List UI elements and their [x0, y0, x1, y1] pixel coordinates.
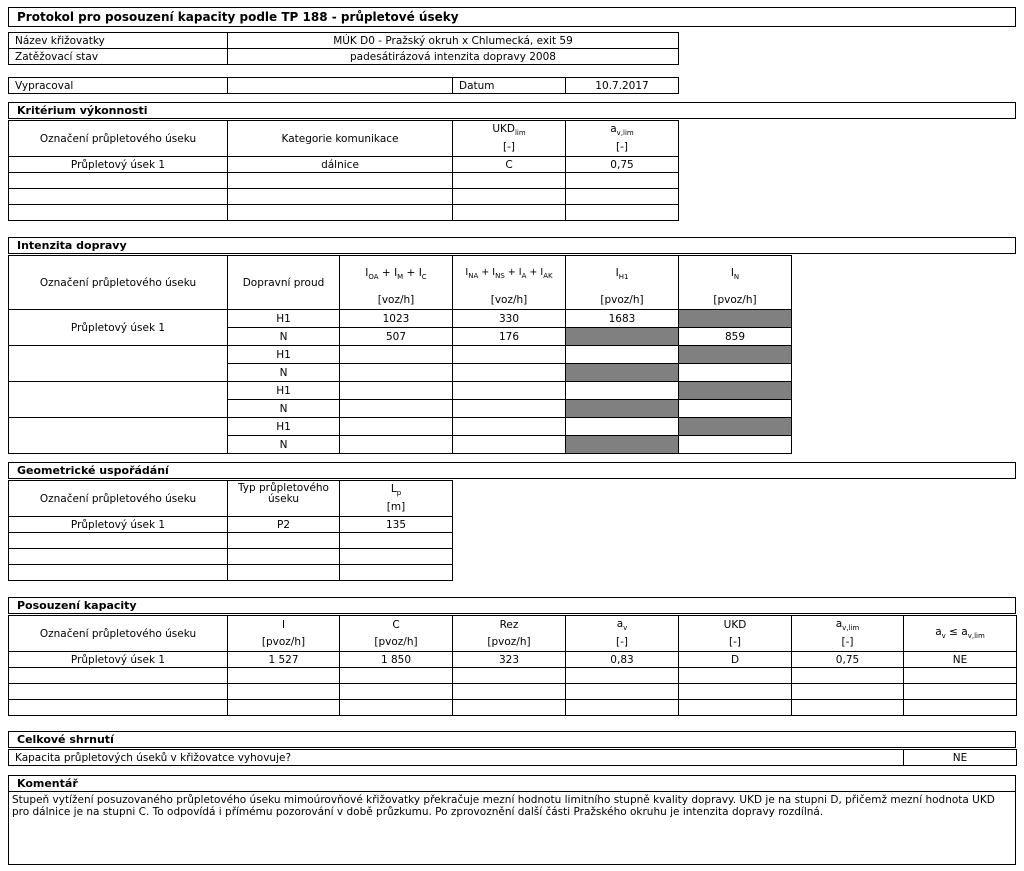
page-title: Protokol pro posouzení kapacity podle TP 188 - průpletové úseky: [8, 7, 1016, 27]
posouzeni-ukd: D: [679, 652, 792, 668]
posouzeni-col-oznaceni: Označení průpletového úseku: [9, 616, 228, 652]
table-row: [9, 173, 679, 189]
kriterium-oznaceni: Průpletový úsek 1: [9, 157, 228, 173]
posouzeni-col-av: $a_v$: [566, 616, 679, 634]
posouzeni-c: 1 850: [340, 652, 453, 668]
posouzeni-col-ukd: UKD: [679, 616, 792, 634]
kriterium-col-av-unit: [-]: [566, 139, 679, 157]
intenzita-col-oznaceni: Označení průpletového úseku: [9, 256, 228, 310]
intenzita-i1: 507: [340, 328, 453, 346]
intenzita-group-2: [9, 346, 228, 382]
intenzita-col-in: $I_N$: [679, 256, 792, 292]
posouzeni-col-avlim-unit: [-]: [792, 634, 904, 652]
intenzita-col-i1-unit: [voz/h]: [340, 292, 453, 310]
table-row: [9, 565, 453, 581]
komentar-text: Stupeň vytížení posuzovaného průpletového úseku mimoúrovňové křižovatky překračuje mezní hodnotu limitního stupně kvality dopravy. UKD je na stupni D, přičemž mezní hodnota UKD pro dálnice je na stupni C. To odpovídá i přímému pozorování v době průzkumu. Po zprovoznění další části Pražského okruhu je intenzita dopravy rozdílná.: [8, 791, 1016, 865]
intenzita-proud: N: [228, 328, 340, 346]
intenzita-group-4: [9, 418, 228, 454]
intenzita-col-in-unit: [pvoz/h]: [679, 292, 792, 310]
intenzita-group-1: Průpletový úsek 1: [9, 310, 228, 346]
posouzeni-col-rez-unit: [pvoz/h]: [453, 634, 566, 652]
table-row: [9, 310, 792, 328]
intenzita-proud: H1: [228, 382, 340, 400]
table-row: [9, 549, 453, 565]
posouzeni-col-cmp: $a_v \le a_{v,lim}$: [904, 616, 1017, 652]
intenzita-in: 859: [679, 328, 792, 346]
kriterium-table: [8, 120, 679, 221]
posouzeni-col-c: C: [340, 616, 453, 634]
posouzeni-col-c-unit: [pvoz/h]: [340, 634, 453, 652]
intenzita-col-i1: $I_{OA} + I_M + I_C$: [340, 256, 453, 292]
table-row: [9, 189, 679, 205]
table-row: [9, 533, 453, 549]
table-row: [9, 652, 1017, 668]
posouzeni-avlim: 0,75: [792, 652, 904, 668]
table-row: [9, 157, 679, 173]
shrnuti-table: [8, 749, 1017, 766]
table-row: [9, 205, 679, 221]
intenzita-i2: 330: [453, 310, 566, 328]
table-row: [9, 700, 1017, 716]
intenzita-group-3: [9, 382, 228, 418]
geometrie-typ: P2: [228, 517, 340, 533]
geometrie-lp: 135: [340, 517, 453, 533]
posouzeni-col-avlim: $a_{v,lim}$: [792, 616, 904, 634]
posouzeni-col-rez: Rez: [453, 616, 566, 634]
posouzeni-oznaceni: Průpletový úsek 1: [9, 652, 228, 668]
table-row: [9, 346, 792, 364]
kriterium-col-ukd-unit: [-]: [453, 139, 566, 157]
kriterium-heading: Kritérium výkonnosti: [8, 102, 1016, 119]
author-table: [8, 77, 679, 94]
posouzeni-col-ukd-unit: [-]: [679, 634, 792, 652]
intenzita-heading: Intenzita dopravy: [8, 237, 1016, 254]
kriterium-col-oznaceni: Označení průpletového úseku: [9, 121, 228, 157]
posouzeni-table: [8, 615, 1017, 716]
posouzeni-col-av-unit: [-]: [566, 634, 679, 652]
vypracoval-label: Vypracoval: [9, 78, 228, 94]
kriterium-col-ukd: $UKD_{lim}$: [453, 121, 566, 139]
nazev-label: Název křižovatky: [9, 33, 228, 49]
intenzita-ih-gray: [566, 328, 679, 346]
intenzita-proud: N: [228, 400, 340, 418]
intenzita-proud: N: [228, 364, 340, 382]
intenzita-proud: N: [228, 436, 340, 454]
intenzita-col-ih-unit: [pvoz/h]: [566, 292, 679, 310]
table-row: [9, 418, 792, 436]
intenzita-i2: 176: [453, 328, 566, 346]
intenzita-col-i2-unit: [voz/h]: [453, 292, 566, 310]
datum-value: 10.7.2017: [566, 78, 679, 94]
geometrie-table: [8, 480, 453, 581]
posouzeni-col-i: I: [228, 616, 340, 634]
intenzita-col-proud: Dopravní proud: [228, 256, 340, 310]
shrnuti-answer: NE: [904, 750, 1017, 766]
posouzeni-rez: 323: [453, 652, 566, 668]
shrnuti-heading: Celkové shrnutí: [8, 731, 1016, 748]
datum-label: Datum: [453, 78, 566, 94]
geometrie-col-typ: Typ průpletového úseku: [228, 481, 340, 517]
posouzeni-av: 0,83: [566, 652, 679, 668]
vypracoval-value: [228, 78, 453, 94]
table-row: [9, 668, 1017, 684]
posouzeni-col-i-unit: [pvoz/h]: [228, 634, 340, 652]
intenzita-proud: H1: [228, 418, 340, 436]
komentar-heading: Komentář: [8, 775, 1016, 792]
intenzita-proud: H1: [228, 310, 340, 328]
zatezovaci-label: Zatěžovací stav: [9, 49, 228, 65]
intenzita-i1: 1023: [340, 310, 453, 328]
zatezovaci-value: padesátirázová intenzita dopravy 2008: [228, 49, 679, 65]
intenzita-col-ih: $I_{H1}$: [566, 256, 679, 292]
info-table: [8, 32, 679, 65]
table-row: [9, 684, 1017, 700]
posouzeni-cmp: NE: [904, 652, 1017, 668]
geometrie-col-lp-unit: [m]: [340, 499, 453, 517]
nazev-value: MÚK D0 - Pražský okruh x Chlumecká, exit 59: [228, 33, 679, 49]
table-row: [9, 517, 453, 533]
intenzita-proud: H1: [228, 346, 340, 364]
table-row: [9, 382, 792, 400]
kriterium-kategorie: dálnice: [228, 157, 453, 173]
geometrie-col-oznaceni: Označení průpletového úseku: [9, 481, 228, 517]
posouzeni-i: 1 527: [228, 652, 340, 668]
intenzita-table: [8, 255, 792, 454]
intenzita-in-gray: [679, 310, 792, 328]
kriterium-av: 0,75: [566, 157, 679, 173]
kriterium-col-kategorie: Kategorie komunikace: [228, 121, 453, 157]
geometrie-oznaceni: Průpletový úsek 1: [9, 517, 228, 533]
shrnuti-question: Kapacita průpletových úseků v křižovatce vyhovuje?: [9, 750, 904, 766]
kriterium-col-av: $a_{v,lim}$: [566, 121, 679, 139]
geometrie-col-lp: $L_p$: [340, 481, 453, 499]
kriterium-ukd: C: [453, 157, 566, 173]
posouzeni-heading: Posouzení kapacity: [8, 597, 1016, 614]
intenzita-ih: 1683: [566, 310, 679, 328]
geometrie-heading: Geometrické uspořádání: [8, 462, 1016, 479]
intenzita-col-i2: $I_{NA} + I_{NS} + I_A + I_{AK}$: [453, 256, 566, 292]
